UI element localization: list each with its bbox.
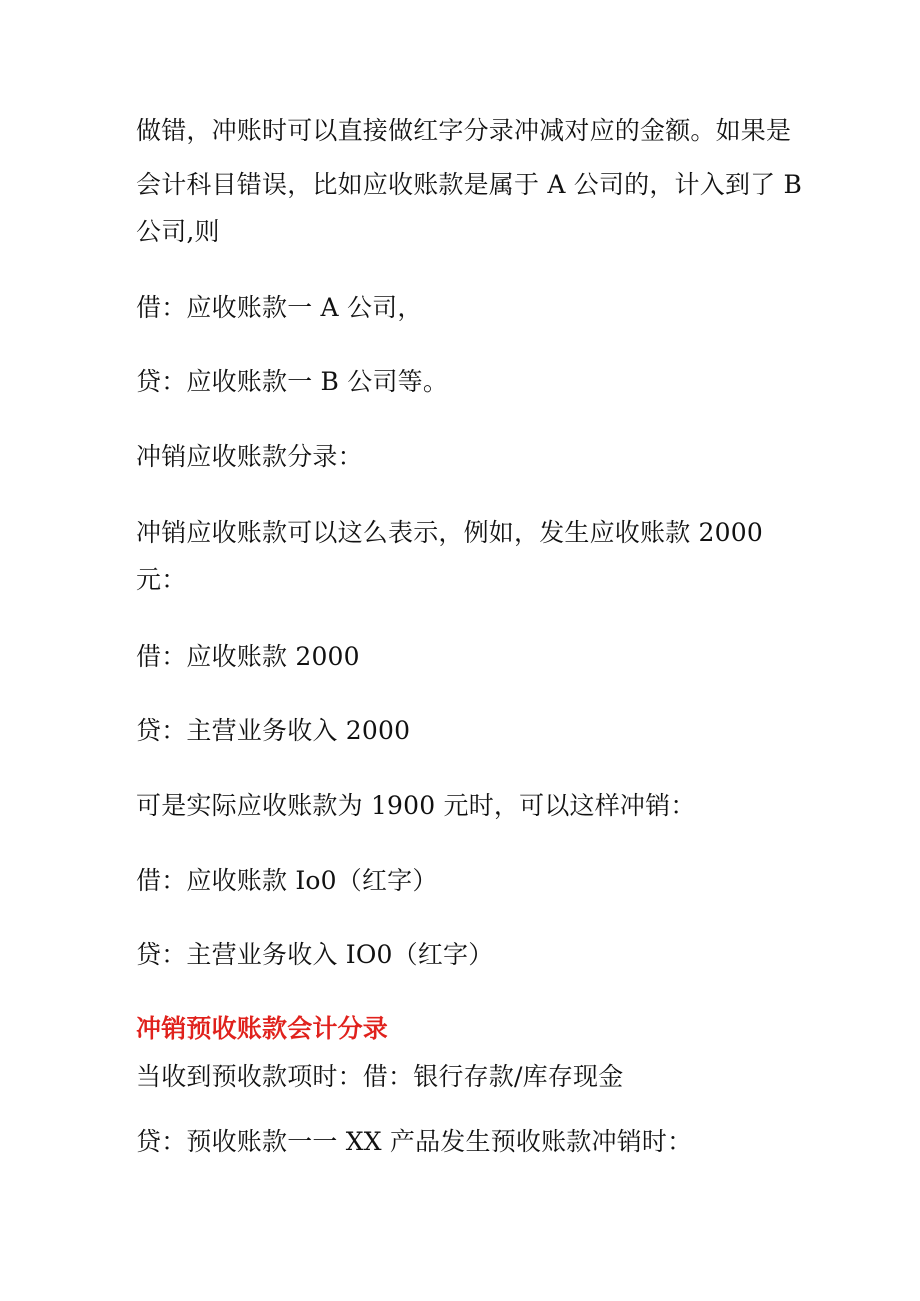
paragraph-4: 当收到预收款项时：借：银行存款/库存现金: [136, 1062, 624, 1091]
paragraph-1-line-1: 做错，冲账时可以直接做红字分录冲减对应的金额。如果是: [136, 116, 792, 145]
entry-2-credit: 贷：主营业务收入 2000: [136, 716, 411, 745]
entry-3-debit: 借：应收账款 Io0（红字）: [136, 866, 438, 895]
paragraph-2-line-2: 元：: [136, 565, 187, 594]
paragraph-1-line-3: 公司,则: [136, 217, 220, 246]
section-label: 冲销应收账款分录：: [136, 442, 363, 471]
entry-2-debit: 借：应收账款 2000: [136, 642, 360, 671]
red-section-heading: 冲销预收账款会计分录: [136, 1014, 389, 1043]
entry-1-credit: 贷：应收账款一 B 公司等。: [136, 367, 449, 396]
entry-1-debit: 借：应收账款一 A 公司，: [136, 293, 423, 322]
paragraph-3: 可是实际应收账款为 1900 元时，可以这样冲销：: [136, 791, 696, 820]
paragraph-1-line-2: 会计科目错误，比如应收账款是属于 A 公司的，计入到了 B: [136, 170, 803, 199]
entry-3-credit: 贷：主营业务收入 IO0（红字）: [136, 940, 494, 969]
paragraph-5: 贷：预收账款一一 XX 产品发生预收账款冲销时：: [136, 1127, 693, 1156]
paragraph-2-line-1: 冲销应收账款可以这么表示，例如，发生应收账款 2000: [136, 518, 763, 547]
